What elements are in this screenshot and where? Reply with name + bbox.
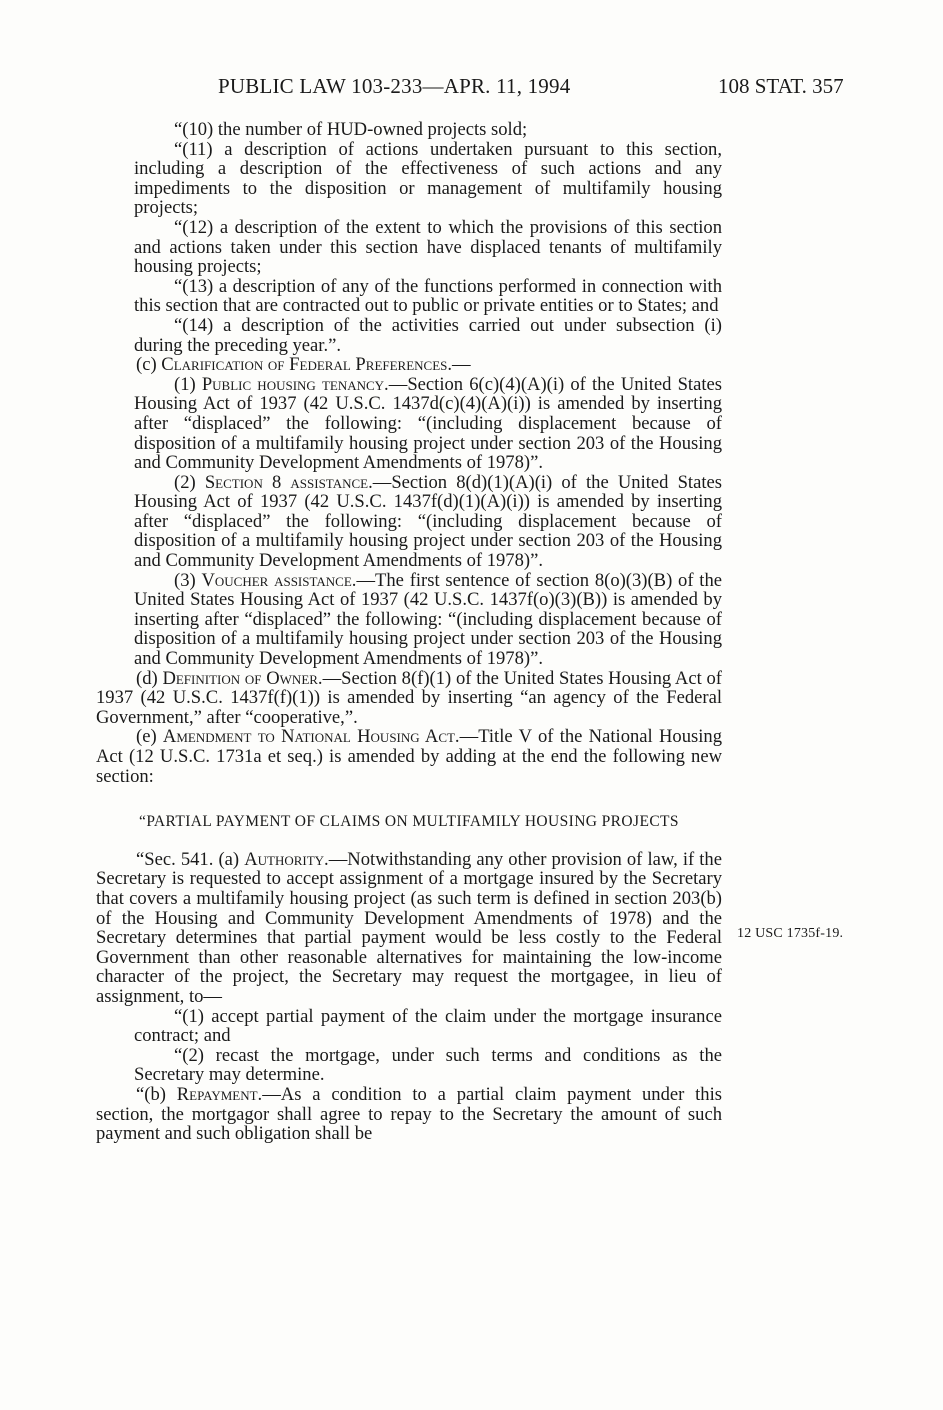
c1-label: (1)	[174, 373, 196, 395]
section-heading: “PARTIAL PAYMENT OF CLAIMS ON MULTIFAMILY HOUSING PROJECTS	[139, 813, 679, 831]
s541-label: “Sec. 541. (a)	[136, 848, 240, 870]
section-541-a-1: “(1) accept partial payment of the claim under the mortgage insurance contract; and	[134, 1005, 722, 1047]
subsection-c-1	[96, 375, 722, 473]
subsection-c	[96, 355, 722, 375]
s541-text: —Notwithstanding any other provision of law, if the Secretary is requested to accept assignment of a mortgage insured by the Secretary that covers a multifamily housing project (as such term is defined in section 203(b) of the Housing and Community Development Amendments of 1978) and the Secretary determines that partial payment would be less costly to the Federal Government than other reasonable alternatives for maintaining the low-income character of the project, the Secretary may request the mortgagee, in lieu of assignment, to—	[96, 848, 722, 1007]
c1-text: —Section 6(c)(4)(A)(i) of the United States Housing Act of 1937 (42 U.S.C. 1437d(c)(4)(A)(i)) is amended by inserting after “displaced” the following: “(including displacement because of disposition of a multifamily housing project under section 203 of the Housing and Community Development Amendments of 1978)”.	[134, 373, 722, 474]
c1-heading: Public housing tenancy.	[201, 373, 389, 395]
paragraph-14: “(14) a description of the activities carried out under subsection (i) during the preceding year.”.	[134, 314, 722, 356]
c2-label: (2)	[174, 471, 196, 493]
subsection-d	[96, 669, 722, 728]
margin-citation: 12 USC 1735f-19.	[737, 926, 844, 941]
subsection-c-label: (c)	[136, 354, 157, 376]
subsection-c-3	[96, 571, 722, 669]
b-heading: Repayment.	[176, 1083, 263, 1105]
d-text: —Section 8(f)(1) of the United States Housing Act of 1937 (42 U.S.C. 1437f(f)(1)) is amended by inserting “an agency of the Federal Government,” after “cooperative,”.	[96, 667, 722, 728]
d-label: (d)	[136, 667, 158, 689]
e-heading: Amendment to National Housing Act.	[162, 726, 460, 748]
c2-text: —Section 8(d)(1)(A)(i) of the United States Housing Act of 1937 (42 U.S.C. 1437f(d)(1)(A)(i)) is amended by inserting after “displaced” the following: “(including displacement because of disposition of a multifamily housing project under section 203 of the Housing and Community Development Amendments of 1978)”.	[134, 471, 722, 572]
c2-heading: Section 8 assistance.	[204, 471, 373, 493]
paragraph-11: “(11) a description of actions undertaken pursuant to this section, including a description of the effectiveness of such actions and any impediments to the disposition or management of multifamily housing projects;	[134, 138, 722, 219]
s541-heading: Authority.	[244, 848, 329, 870]
d-heading: Definition of Owner.	[162, 667, 323, 689]
subsection-e	[96, 727, 722, 786]
paragraph-12: “(12) a description of the extent to which the provisions of this section and actions taken under this section have displaced tenants of multifamily housing projects;	[134, 216, 722, 278]
document-body	[96, 120, 722, 1144]
b-text: —As a condition to a partial claim payment under this section, the mortgagor shall agree to repay to the Secretary the amount of such payment and such obligation shall be	[96, 1083, 722, 1145]
section-541-b	[96, 1085, 722, 1144]
e-label: (e)	[136, 726, 157, 748]
c3-label: (3)	[174, 569, 196, 591]
c3-heading: Voucher assistance.	[201, 569, 357, 591]
b-label: “(b)	[136, 1083, 166, 1105]
subsection-c-2	[96, 473, 722, 571]
section-541-a	[96, 850, 722, 1007]
statute-page-number: 108 STAT. 357	[718, 74, 844, 98]
paragraph-10: “(10) the number of HUD-owned projects sold;	[174, 119, 528, 140]
page-header	[0, 74, 943, 100]
c3-text: —The first sentence of section 8(o)(3)(B) of the United States Housing Act of 1937 (42 U.S.C. 1437f(o)(3)(B)) is amended by inserting after “displaced” the following: “(including displacement because of disposition of a multifamily housing project under section 203 of the Housing and Community Development Amendments of 1978)”.	[134, 569, 722, 670]
section-541-a-2: “(2) recast the mortgage, under such terms and conditions as the Secretary may determine.	[134, 1044, 722, 1086]
running-title: PUBLIC LAW 103-233—APR. 11, 1994	[218, 74, 571, 98]
subsection-c-heading: Clarification of Federal Preferences.—	[161, 354, 471, 376]
paragraph-13: “(13) a description of any of the functions performed in connection with this section that are contracted out to public or private entities or to States; and	[134, 275, 722, 317]
e-text: —Title V of the National Housing Act (12 U.S.C. 1731a et seq.) is amended by adding at the end the following new section:	[96, 726, 722, 787]
